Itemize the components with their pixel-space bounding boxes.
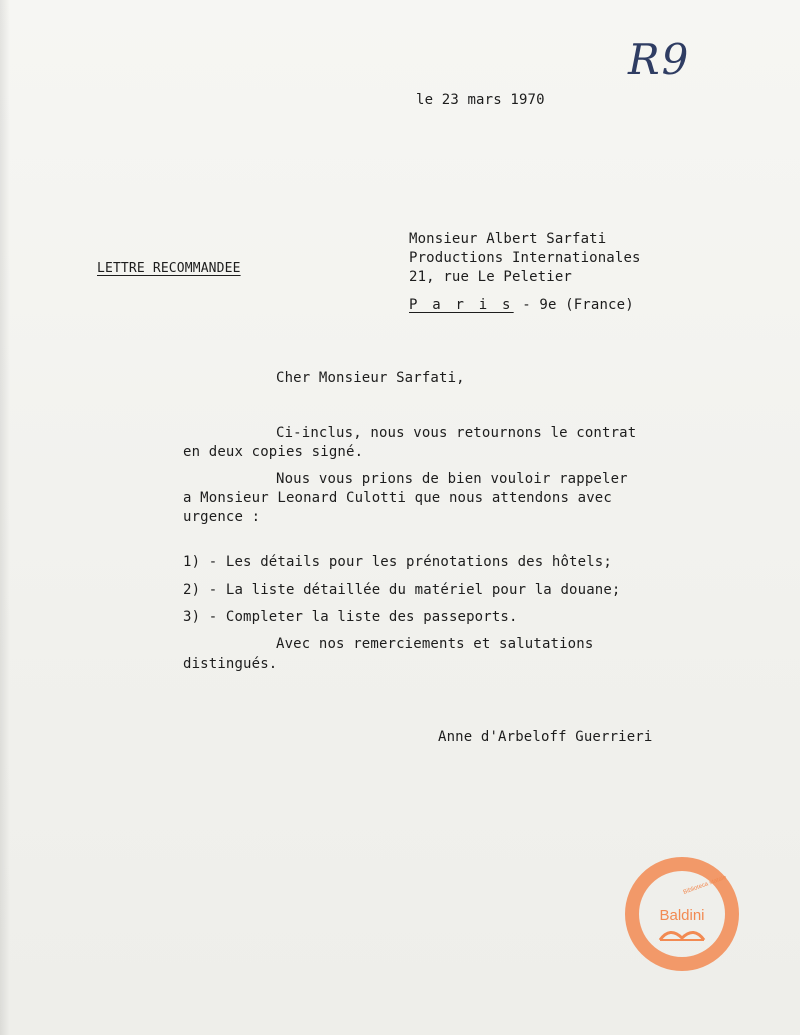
svg-text:Biblioteca statale: Biblioteca statale — [682, 874, 728, 896]
svg-text:Baldini: Baldini — [659, 907, 705, 924]
closing-line2: distingués. — [183, 656, 278, 672]
library-stamp-logo — [624, 856, 740, 972]
paragraph1-line2: en deux copies signé. — [183, 444, 364, 460]
recipient-city: P a r i s — [409, 297, 514, 313]
recipient-city-suffix: - 9e (France) — [513, 297, 634, 313]
paragraph1-line1: Ci-inclus, nous vous retournons le contrat — [276, 425, 637, 441]
recipient-company: Productions Internationales — [409, 250, 641, 266]
list-item-3: 3) - Completer la liste des passeports. — [183, 609, 518, 625]
closing-line1: Avec nos remerciements et salutations — [276, 636, 594, 652]
paragraph2-line3: urgence : — [183, 509, 261, 525]
salutation: Cher Monsieur Sarfati, — [276, 370, 465, 386]
recipient-street: 21, rue Le Peletier — [409, 269, 572, 285]
list-item-1: 1) - Les détails pour les prénotations des hôtels; — [183, 554, 612, 570]
archive-handwritten-mark: R9 — [628, 35, 691, 84]
date-line: le 23 mars 1970 — [416, 92, 545, 108]
recipient-city-line — [409, 297, 634, 313]
paragraph2-line2: a Monsieur Leonard Culotti que nous attendons avec — [183, 490, 612, 506]
page-edge-shadow — [0, 0, 10, 1035]
paragraph2-line1: Nous vous prions de bien vouloir rappeler — [276, 471, 628, 487]
signature-name: Anne d'Arbeloff Guerrieri — [438, 729, 653, 745]
recipient-name: Monsieur Albert Sarfati — [409, 231, 607, 247]
list-item-2: 2) - La liste détaillée du matériel pour la douane; — [183, 582, 621, 598]
registered-mail-label: LETTRE RECOMMANDEE — [97, 261, 241, 276]
